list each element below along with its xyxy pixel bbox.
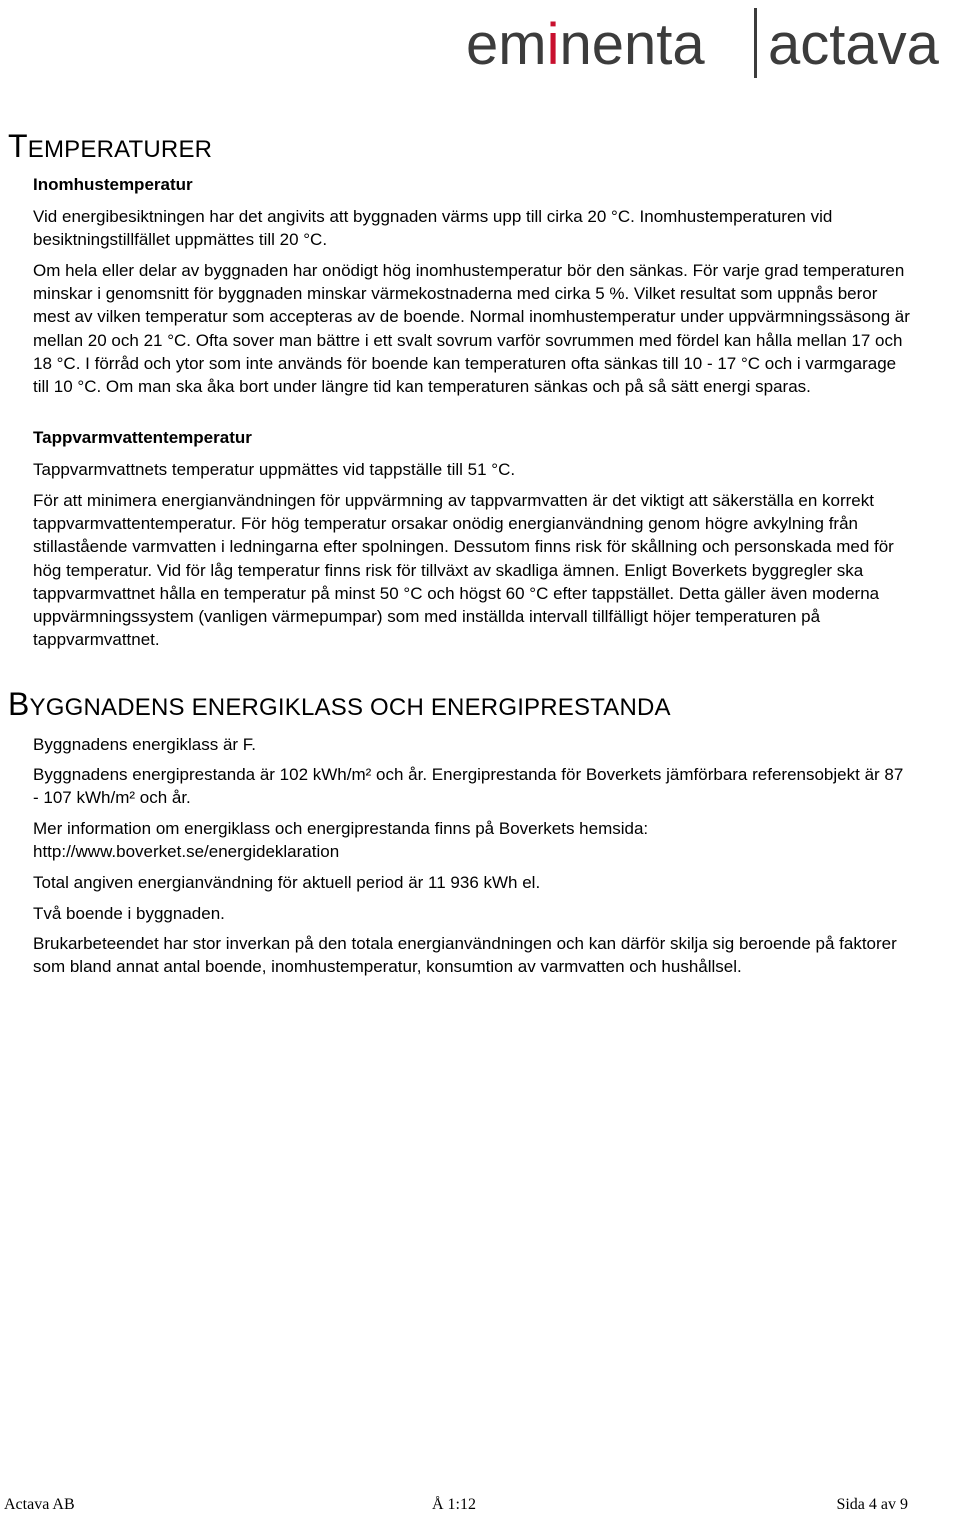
logo-actava-text: actava [768, 12, 939, 77]
paragraph-residents: Två boende i byggnaden. [33, 904, 225, 923]
footer-page-number: Sida 4 av 9 [836, 1496, 908, 1513]
logo-eminenta-text [466, 12, 705, 77]
section-heading-temperatures [8, 128, 212, 165]
logo-nenta: nenta [559, 12, 705, 77]
logo-divider [754, 8, 757, 78]
paragraph-hot-water-measured: Tappvarmvattnets temperatur uppmättes vid tappställe till 51 °C. [33, 460, 516, 479]
logo-accent-i: i [546, 12, 560, 77]
logo-em: em [466, 12, 547, 77]
footer-document-id: Å 1:12 [432, 1496, 476, 1513]
heading-rest: EMPERATURER [27, 136, 213, 163]
section-heading-energy-class [8, 686, 671, 723]
heading-rest: YGGNADENS ENERGIKLASS OCH ENERGIPRESTANDA [29, 694, 671, 721]
footer-company: Actava AB [4, 1496, 75, 1513]
heading-initial: T [8, 128, 28, 164]
page-footer [4, 1496, 908, 1516]
paragraph-more-information: Mer information om energiklass och energiprestanda finns på Boverkets hemsida: http://www.boverket.se/energideklaration [33, 819, 649, 862]
logo-graphic [466, 2, 956, 84]
subheading-hot-water-temperature: Tappvarmvattentemperatur [33, 428, 252, 447]
paragraph-total-energy-use: Total angiven energianvändning för aktuell period är 11 936 kWh el. [33, 873, 541, 892]
subheading-indoor-temperature: Inomhustemperatur [33, 175, 193, 194]
paragraph-indoor-advice: Om hela eller delar av byggnaden har onödigt hög inomhustemperatur bör den sänkas. För varje grad temperaturen minskar i genomsnitt för byggnaden minskar värmekostnaderna med cirka 5 %. Vilket resultat som uppnås beror mest av vilken temperatur som accepteras av de boende. Normal inomhustemperatur under uppvärmningssäsong är mellan 20 och 21 °C. Ofta sover man bättre i ett svalt sovrum varför sovrummen med fördel kan hålla mellan 17 och 18 °C. I förråd och ytor som inte används för boende kan temperaturen ofta sänkas till 10 - 17 °C och i varmgarage till 10 °C. Om man ska åka bort under längre tid kan temperaturen sänkas och på så sätt energi sparas. [33, 261, 910, 397]
paragraph-energy-class: Byggnadens energiklass är F. [33, 735, 257, 754]
paragraph-energy-performance: Byggnadens energiprestanda är 102 kWh/m² och år. Energiprestanda för Boverkets jämförbara referensobjekt är 87 - 107 kWh/m² och år. [33, 765, 904, 808]
paragraph-hot-water-advice: För att minimera energianvändningen för uppvärmning av tappvarmvatten är det viktigt att säkerställa en korrekt tappvarmvattentemperatur. För hög temperatur orsakar onödig energianvändning genom högre avkylning från stillastående varmvatten i ledningarna efter spolningen. Dessutom finns risk för skållning och personskada med för hög temperatur. Vid för låg temperatur finns risk för tillväxt av skadliga ämnen. Enligt Boverkets byggregler ska tappvarmvattnet hålla en temperatur på minst 50 °C och högst 60 °C efter tappstället. Detta gäller även moderna uppvärmningssystem (vanligen värmepumpar) som med inställda intervall tillfälligt höjer temperaturen på tappvarmvattnet. [33, 491, 894, 650]
heading-initial: B [8, 686, 30, 722]
eminenta-actava-logo [466, 2, 956, 84]
paragraph-indoor-measured: Vid energibesiktningen har det angivits att byggnaden värms upp till cirka 20 °C. Inomhustemperaturen vid besiktningstillfället uppmättes till 20 °C. [33, 207, 833, 250]
paragraph-user-behaviour: Brukarbeteendet har stor inverkan på den totala energianvändningen och kan därför skilja sig beroende på faktorer som bland annat antal boende, inomhustemperatur, konsumtion av varmvatten och hushållsel. [33, 934, 897, 977]
